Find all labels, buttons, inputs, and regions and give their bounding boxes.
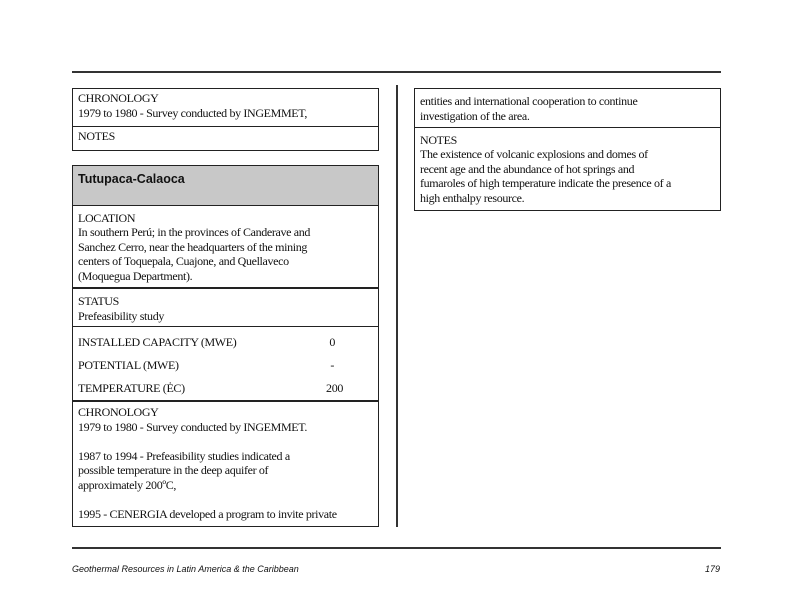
section-label: CHRONOLOGY [78,91,159,105]
notes-box: NOTES The existence of volcanic explosions and domes of recent age and the abundance of hot springs and fumaroles of high temperature indicate the presence of a high enthalpy resource. [414,127,721,211]
section-label: NOTES [78,128,115,143]
metrics-box [72,326,379,402]
metric-row: POTENTIAL (MWE) - [78,357,334,372]
status-box: STATUS Prefeasibility study [72,287,379,327]
chronology-box: CHRONOLOGY 1979 to 1980 - Survey conducted by INGEMMET. 1987 to 1994 - Prefeasibility studies indicated a possible temperature in the deep aquifer of approximately 200ºC, 1995 - CENERGIA developed a program to invite private [72,400,379,527]
chronology-continued-box: entities and international cooperation to continue investigation of the area. [414,88,721,128]
footer-title: Geothermal Resources in Latin America & the Caribbean [72,564,299,574]
location-box: LOCATION In southern Perú; in the provinces of Canderave and Sanchez Cerro, near the headquarters of the mining centers of Toquepala, Cuajone, and Quellaveco (Moquegua Department). [72,205,379,289]
prev-notes-box [72,126,379,151]
column-divider [396,85,398,527]
page-number: 179 [704,564,720,574]
site-title: Tutupaca-Calaoca [72,165,379,206]
prev-chronology-box: CHRONOLOGY 1979 to 1980 - Survey conducted by INGEMMET, [72,88,379,127]
bottom-rule [72,547,721,549]
top-rule [72,71,721,73]
metric-row: TEMPERATURE (ĖC) 200 [78,380,343,395]
metric-row: INSTALLED CAPACITY (MWE) 0 [78,334,335,349]
